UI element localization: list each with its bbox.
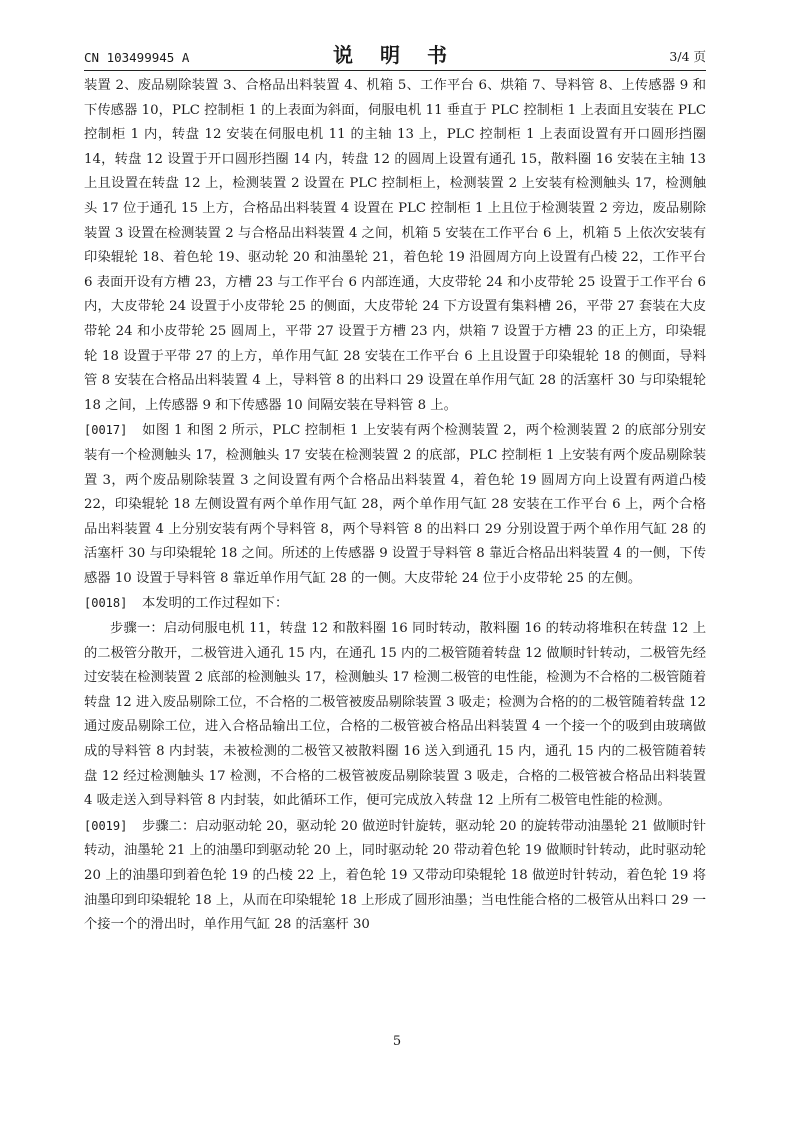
paragraph-text: 步骤一：启动伺服电机 11，转盘 12 和散料圈 16 同时转动，散料圈 16 的转动将堆积在转盘 12 上的二极管分散开，二极管进入通孔 15 内，在通孔 15 内的二极管随着转盘 12 做顺时针转动，二极管先经过安装在检测装置 2 底部的检测触头 17，检测触头 17 检测二极管的电性能，检测为不合格的二极管随着转盘 12 进入废品剔除工位，不合格的二极管被废品剔除装置 3 吸走；检测为合格的的二极管随着转盘 12 通过废品剔除工位，进入合格品输出工位，合格的二极管被合格品出料装置 4 一个接一个的吸到由玻璃做成的导料管 8 内封装，未被检测的二极管又被散料圈 16 送入到通孔 15 内，通孔 15 内的二极管随着转盘 12 经过检测触头 17 检测，不合格的二极管被废品剔除装置 3 吸走，合格的二极管被合格品出料装置 4 吸走送入到导料管 8 内封装，如此循环工作，便可完成放入转盘 12 上所有二极管电性能的检测。 <box>84 621 706 809</box>
paragraph-text: 本发明的工作过程如下： <box>142 596 289 612</box>
publication-number: CN 103499945 A <box>84 50 190 65</box>
page-number: 5 <box>392 1034 402 1049</box>
document-title: 说 明 书 <box>333 43 457 67</box>
page-info: 3/4 页 <box>669 49 706 64</box>
paragraph-0017 <box>84 418 706 591</box>
paragraph-0018 <box>84 591 706 617</box>
paragraph-number: [0018] <box>84 596 128 611</box>
document-body <box>84 74 706 938</box>
paragraph-number: [0017] <box>84 423 128 438</box>
page-header <box>84 40 706 71</box>
page-footer <box>0 1034 794 1049</box>
paragraph-0019 <box>84 814 706 938</box>
paragraph-step-one <box>84 617 706 814</box>
paragraph-text: 步骤二：启动驱动轮 20，驱动轮 20 做逆时针旋转，驱动轮 20 的旋转带动油墨轮 21 做顺时针转动，油墨轮 21 上的油墨印到驱动轮 20 上，同时驱动轮 20 带动着色轮 19 做顺时针转动，此时驱动轮 20 上的油墨印到着色轮 19 的凸棱 22 上，着色轮 19 又带动印染辊轮 18 做逆时针转动，着色轮 19 将油墨印到印染辊轮 18 上，从而在印染辊轮 18 上形成了圆形油墨；当电性能合格的二极管从出料口 29 一个接一个的滑出时，单作用气缸 28 的活塞杆 30 <box>84 818 706 933</box>
paragraph-text: 如图 1 和图 2 所示，PLC 控制柜 1 上安装有两个检测装置 2，两个检测装置 2 的底部分别安装有一个检测触头 17，检测触头 17 安装在检测装置 2 的底部，PLC 控制柜 1 上安装有两个废品剔除装置 3，两个废品剔除装置 3 之间设置有两个合格品出料装置 4，着色轮 19 圆周方向上设置有两道凸棱 22，印染辊轮 18 左侧设置有两个单作用气缸 28，两个单作用气缸 28 安装在工作平台 6 上，两个合格品出料装置 4 上分别安装有两个导料管 8，两个导料管 8 的出料口 29 分别设置于两个单作用气缸 28 的活塞杆 30 与印染辊轮 18 之间。所述的上传感器 9 设置于导料管 8 靠近合格品出料装置 4 的一侧，下传感器 10 设置于导料管 8 靠近单作用气缸 28 的一侧。大皮带轮 24 位于小皮带轮 25 的左侧。 <box>84 423 706 586</box>
paragraph-continuation <box>84 74 706 418</box>
paragraph-text: 装置 2、废品剔除装置 3、合格品出料装置 4、机箱 5、工作平台 6、烘箱 7、导料管 8、上传感器 9 和下传感器 10，PLC 控制柜 1 的上表面为斜面，伺服电机 11 垂直于 PLC 控制柜 1 上表面且安装在 PLC 控制柜 1 内，转盘 12 安装在伺服电机 11 的主轴 13 上，PLC 控制柜 1 上表面设置有开口圆形挡圈 14，转盘 12 设置于开口圆形挡圈 14 内，转盘 12 的圆周上设置有通孔 15，散料圈 16 安装在主轴 13 上且设置在转盘 12 上，检测装置 2 设置在 PLC 控制柜上，检测装置 2 上安装有检测触头 17，检测触头 17 位于通孔 15 上方，合格品出料装置 4 设置在 PLC 控制柜 1 上且位于检测装置 2 旁边，废品剔除装置 3 设置在检测装置 2 与合格品出料装置 4 之间，机箱 5 安装在工作平台 6 上，机箱 5 上依次安装有印染辊轮 18、着色轮 19、驱动轮 20 和油墨轮 21，着色轮 19 沿圆周方向上设置有凸棱 22，工作平台 6 表面开设有方槽 23，方槽 23 与工作平台 6 内部连通，大皮带轮 24 和小皮带轮 25 设置于工作平台 6 内，大皮带轮 24 设置于小皮带轮 25 的侧面，大皮带轮 24 下方设置有集料槽 26，平带 27 套装在大皮带轮 24 和小皮带轮 25 圆周上，平带 27 设置于方槽 23 内，烘箱 7 设置于方槽 23 的正上方，印染辊轮 18 设置于平带 27 的上方，单作用气缸 28 安装在工作平台 6 上且设置于印染辊轮 18 的侧面，导料管 8 安装在合格品出料装置 4 上，导料管 8 的出料口 29 设置在单作用气缸 28 的活塞杆 30 与印染辊轮 18 之间，上传感器 9 和下传感器 10 间隔安装在导料管 8 上。 <box>84 78 706 413</box>
paragraph-number: [0019] <box>84 818 128 833</box>
